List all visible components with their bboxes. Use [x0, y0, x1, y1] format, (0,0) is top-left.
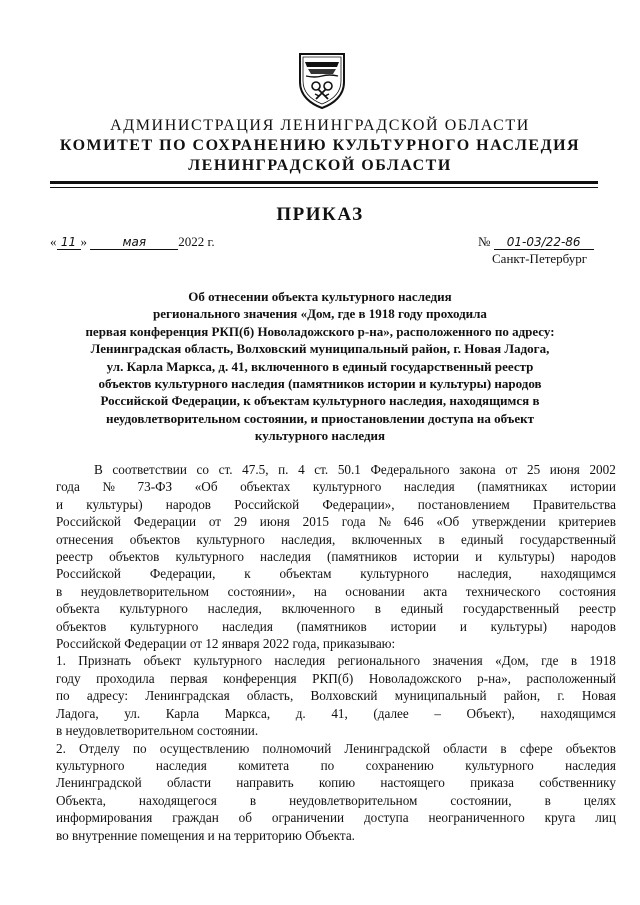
body-word: культуры): [498, 549, 555, 565]
body-word: включенного: [281, 601, 355, 617]
body-word: объектов: [56, 618, 107, 634]
body-word: объектах: [240, 479, 291, 495]
body-word: истории: [570, 479, 616, 495]
body-word: истории: [413, 549, 460, 565]
body-word: наследия,: [281, 531, 336, 547]
body-word: неудовлетворительном: [289, 792, 418, 808]
date-close-quote: »: [80, 234, 87, 249]
body-line: [56, 687, 616, 704]
body-word: наследия: [260, 549, 311, 565]
body-word: ограничении: [271, 810, 345, 826]
body-word: находящимся: [540, 566, 616, 582]
body-word: области: [443, 740, 488, 756]
body-word: состояния: [559, 583, 616, 599]
body-word: собственнику: [539, 775, 616, 791]
body-word: неограниченного: [428, 810, 525, 826]
body-word: закона: [459, 462, 496, 477]
body-word: 50.1: [337, 462, 361, 477]
body-word: к: [244, 566, 251, 582]
body-word: Объект),: [466, 705, 515, 721]
body-word: единый: [461, 531, 504, 547]
body-word: муниципальный: [394, 688, 487, 704]
body-word: сфере: [519, 740, 553, 756]
body-word: от: [505, 462, 518, 477]
body-word: технического: [465, 583, 541, 599]
body-word: постановлением: [417, 496, 510, 512]
body-word: со: [196, 462, 209, 477]
committee-heading: КОМИТЕТ ПО СОХРАНЕНИЮ КУЛЬТУРНОГО НАСЛЕДИЯ: [59, 137, 581, 154]
body-word: наследия: [403, 479, 455, 495]
date-month: мая: [90, 235, 178, 250]
body-word: в: [544, 792, 551, 808]
body-word: В: [94, 462, 103, 477]
body-word: и: [475, 549, 483, 565]
body-word: 29: [233, 514, 247, 530]
body-word: области: [166, 775, 212, 791]
body-word: Правительства: [532, 496, 616, 512]
body-word: 25: [526, 462, 541, 477]
body-word: культурного: [129, 618, 199, 634]
body-word: соответствии: [112, 462, 187, 477]
body-word: адресу:: [86, 688, 128, 704]
body-word: комитета: [238, 757, 290, 773]
body-word: июня: [549, 462, 580, 477]
body-word: и: [459, 618, 467, 634]
subject-line: первая конференция РКП(б) Новоладожского р-на», расположенного по адресу:: [85, 323, 555, 339]
body-word: государственный: [462, 601, 560, 617]
body-word: настоящего: [380, 775, 445, 791]
body-word: 1918: [589, 653, 616, 669]
body-line: [56, 652, 616, 669]
body-word: наследия,: [207, 601, 262, 617]
body-word: наследия: [565, 757, 616, 773]
body-word: и: [56, 496, 64, 512]
body-word: по: [132, 740, 147, 756]
body-word: культурного: [56, 757, 125, 773]
body-word: регионального: [337, 653, 421, 669]
body-word: Российской: [234, 496, 300, 512]
body-word: наследия,: [457, 566, 512, 582]
body-word: ул.: [124, 705, 141, 721]
body-word: район,: [503, 688, 541, 704]
body-word: году: [56, 670, 81, 686]
body-line: [56, 705, 616, 722]
body-word: 2.: [56, 740, 66, 756]
body-word: приказа: [470, 775, 514, 791]
body-line: [56, 792, 616, 809]
body-word: направить: [236, 775, 294, 791]
body-word: ст.: [314, 462, 329, 477]
body-word: объекта: [56, 601, 100, 617]
body-word: 47.5,: [242, 462, 269, 477]
body-word: Федерации»,: [322, 496, 395, 512]
order-date: [50, 234, 215, 250]
city-name: Санкт-Петербург: [492, 251, 588, 266]
body-line: Российской Федерации от 12 января 2022 года, приказываю:: [56, 636, 396, 652]
body-word: р-на»,: [477, 670, 511, 686]
body-word: неудовлетворительном: [80, 583, 210, 599]
body-word: конференция: [223, 670, 297, 686]
body-word: культурного: [312, 479, 382, 495]
body-word: реестр: [56, 549, 94, 565]
body-word: ст.: [218, 462, 233, 477]
subject-line: регионального значения «Дом, где в 1918 году проходила: [153, 306, 487, 322]
body-line: во внутренние помещения и на территорию Объекта.: [56, 827, 355, 843]
body-word: Объекта,: [56, 792, 106, 808]
date-day: 11: [57, 235, 81, 250]
order-subject: [40, 288, 600, 445]
body-word: копию: [318, 775, 356, 791]
body-word: объектов: [565, 740, 616, 756]
body-word: Ленинградской: [344, 740, 431, 756]
body-word: июня: [259, 514, 290, 530]
body-word: объектов: [109, 549, 160, 565]
body-word: народов: [165, 496, 212, 512]
body-word: в: [500, 740, 507, 756]
body-word: первая: [170, 670, 208, 686]
body-word: включенных: [351, 531, 423, 547]
body-line: [56, 496, 616, 513]
body-word: Новоладожского: [368, 670, 462, 686]
body-word: наследия: [274, 653, 326, 669]
body-word: в: [570, 653, 578, 669]
body-word: Федерации: [133, 514, 197, 530]
body-word: 41,: [331, 705, 348, 721]
body-line: [56, 548, 616, 565]
body-word: состоянии,: [450, 792, 512, 808]
body-word: 2015: [302, 514, 329, 530]
body-word: Признать: [78, 653, 132, 669]
body-word: где: [541, 653, 559, 669]
body-word: РКП(б): [312, 670, 354, 686]
body-line: [56, 757, 616, 774]
order-body: [56, 461, 616, 844]
body-word: основании: [345, 583, 405, 599]
body-word: п.: [278, 462, 289, 477]
body-word: в: [438, 531, 445, 547]
body-word: находящегося: [138, 792, 217, 808]
body-word: объект: [143, 653, 182, 669]
body-word: отнесения: [56, 531, 114, 547]
subject-line: неудовлетворительном состоянии, и приостановлении доступа на объект: [105, 410, 534, 426]
body-word: Российской: [56, 514, 121, 530]
body-word: культурного: [465, 757, 534, 773]
body-word: об: [238, 810, 252, 826]
body-word: культурного: [119, 601, 188, 617]
body-word: от: [208, 514, 222, 530]
body-word: Ленинградская: [145, 688, 230, 704]
body-word: 646: [403, 514, 424, 530]
body-word: культурного: [193, 653, 262, 669]
body-word: 1.: [56, 653, 66, 669]
body-word: единый: [400, 601, 444, 617]
body-word: проходила: [96, 670, 155, 686]
body-word: №: [378, 514, 391, 530]
body-line: [56, 513, 616, 530]
body-word: «Дом,: [495, 653, 529, 669]
body-word: состоянии»,: [227, 583, 296, 599]
body-word: года: [341, 514, 366, 530]
body-word: осуществлению: [159, 740, 250, 756]
body-word: г.: [557, 688, 565, 704]
body-word: доступа: [363, 810, 409, 826]
body-word: в: [56, 583, 63, 599]
body-word: Ладога,: [56, 705, 99, 721]
body-word: –: [434, 705, 441, 721]
body-line: [56, 740, 616, 757]
body-word: информирования: [56, 810, 153, 826]
body-word: «Об: [194, 479, 218, 495]
body-word: значения: [432, 653, 483, 669]
body-word: по: [56, 688, 70, 704]
committee-region-heading: ЛЕНИНГРАДСКОЙ ОБЛАСТИ: [188, 157, 452, 174]
body-word: Отделу: [79, 740, 120, 756]
body-word: народов: [570, 618, 616, 634]
body-word: культуры): [490, 618, 548, 634]
body-word: по: [320, 757, 335, 773]
body-word: находящимся: [540, 705, 616, 721]
date-year: 2022 г.: [178, 234, 215, 249]
subject-line: Российской Федерации, к объектам культурного наследия, находящимся в: [100, 393, 540, 409]
body-word: (далее: [373, 705, 409, 721]
body-word: государственный: [519, 531, 616, 547]
body-line: в неудовлетворительном состоянии.: [56, 723, 259, 739]
body-word: Федерации,: [149, 566, 216, 582]
body-word: 2002: [589, 462, 616, 477]
body-line: [56, 670, 616, 687]
body-word: граждан: [172, 810, 219, 826]
body-line: [56, 809, 616, 826]
body-word: Волховский: [310, 688, 378, 704]
body-word: Ленинградской: [56, 775, 142, 791]
body-word: объектам: [279, 566, 332, 582]
body-word: акта: [423, 583, 448, 599]
body-word: культуры): [86, 496, 143, 512]
body-word: на: [313, 583, 327, 599]
body-word: в: [374, 601, 381, 617]
body-word: года: [56, 479, 80, 495]
body-line: [56, 565, 616, 582]
body-word: целях: [583, 792, 616, 808]
body-word: (памятниках: [477, 479, 548, 495]
header-divider-thin: [50, 187, 598, 188]
subject-line: культурного наследия: [254, 428, 386, 444]
subject-line: Об отнесении объекта культурного наследия: [188, 289, 452, 304]
body-word: (памятников: [296, 618, 367, 634]
body-word: Новая: [581, 688, 616, 704]
body-line: [56, 461, 616, 478]
body-line: [56, 583, 616, 600]
body-word: объектов: [129, 531, 181, 547]
body-word: народов: [570, 549, 616, 565]
body-word: Карла: [165, 705, 200, 721]
body-line: [56, 774, 616, 791]
order-number-value: 01-03/22-86: [494, 235, 594, 250]
body-word: д.: [295, 705, 306, 721]
body-line: [56, 478, 616, 495]
body-word: (памятников: [326, 549, 398, 565]
body-word: Маркса,: [224, 705, 271, 721]
header-divider-thick: [50, 181, 598, 184]
body-word: истории: [390, 618, 437, 634]
body-word: в: [249, 792, 257, 808]
body-word: №: [102, 479, 115, 495]
body-word: круга: [544, 810, 576, 826]
document-title: ПРИКАЗ: [276, 204, 364, 225]
body-word: сохранению: [365, 757, 434, 773]
body-word: Российской: [56, 566, 121, 582]
body-word: полномочий: [262, 740, 332, 756]
body-word: культурного: [175, 549, 244, 565]
body-word: реестр: [578, 601, 616, 617]
body-word: критериев: [558, 514, 616, 530]
body-line: [56, 618, 616, 635]
body-word: наследия: [155, 757, 207, 773]
body-word: лиц: [595, 810, 616, 826]
subject-line: Ленинградская область, Волховский муниципальный район, г. Новая Ладога,: [90, 341, 550, 357]
body-word: «Об: [436, 514, 460, 530]
body-word: наследия: [222, 618, 273, 634]
body-word: культурного: [196, 531, 265, 547]
body-word: 4: [298, 462, 305, 477]
subject-line: объектов культурного наследия (памятников истории и культуры) народов: [98, 376, 542, 392]
body-word: расположенный: [526, 670, 616, 686]
date-open-quote: «: [50, 234, 57, 249]
order-number: [478, 234, 594, 250]
body-word: Федерального: [370, 462, 450, 477]
body-word: утверждении: [471, 514, 546, 530]
body-word: область,: [246, 688, 294, 704]
body-line: [56, 531, 616, 548]
subject-line: ул. Карла Маркса, д. 41, включенного в единый государственный реестр: [106, 358, 534, 374]
body-word: 73-ФЗ: [137, 479, 173, 495]
coat-of-arms-icon: [297, 48, 347, 110]
body-word: культурного: [360, 566, 429, 582]
body-line: [56, 600, 616, 617]
administration-heading: АДМИНИСТРАЦИЯ ЛЕНИНГРАДСКОЙ ОБЛАСТИ: [110, 117, 530, 134]
order-number-label: №: [478, 234, 491, 249]
